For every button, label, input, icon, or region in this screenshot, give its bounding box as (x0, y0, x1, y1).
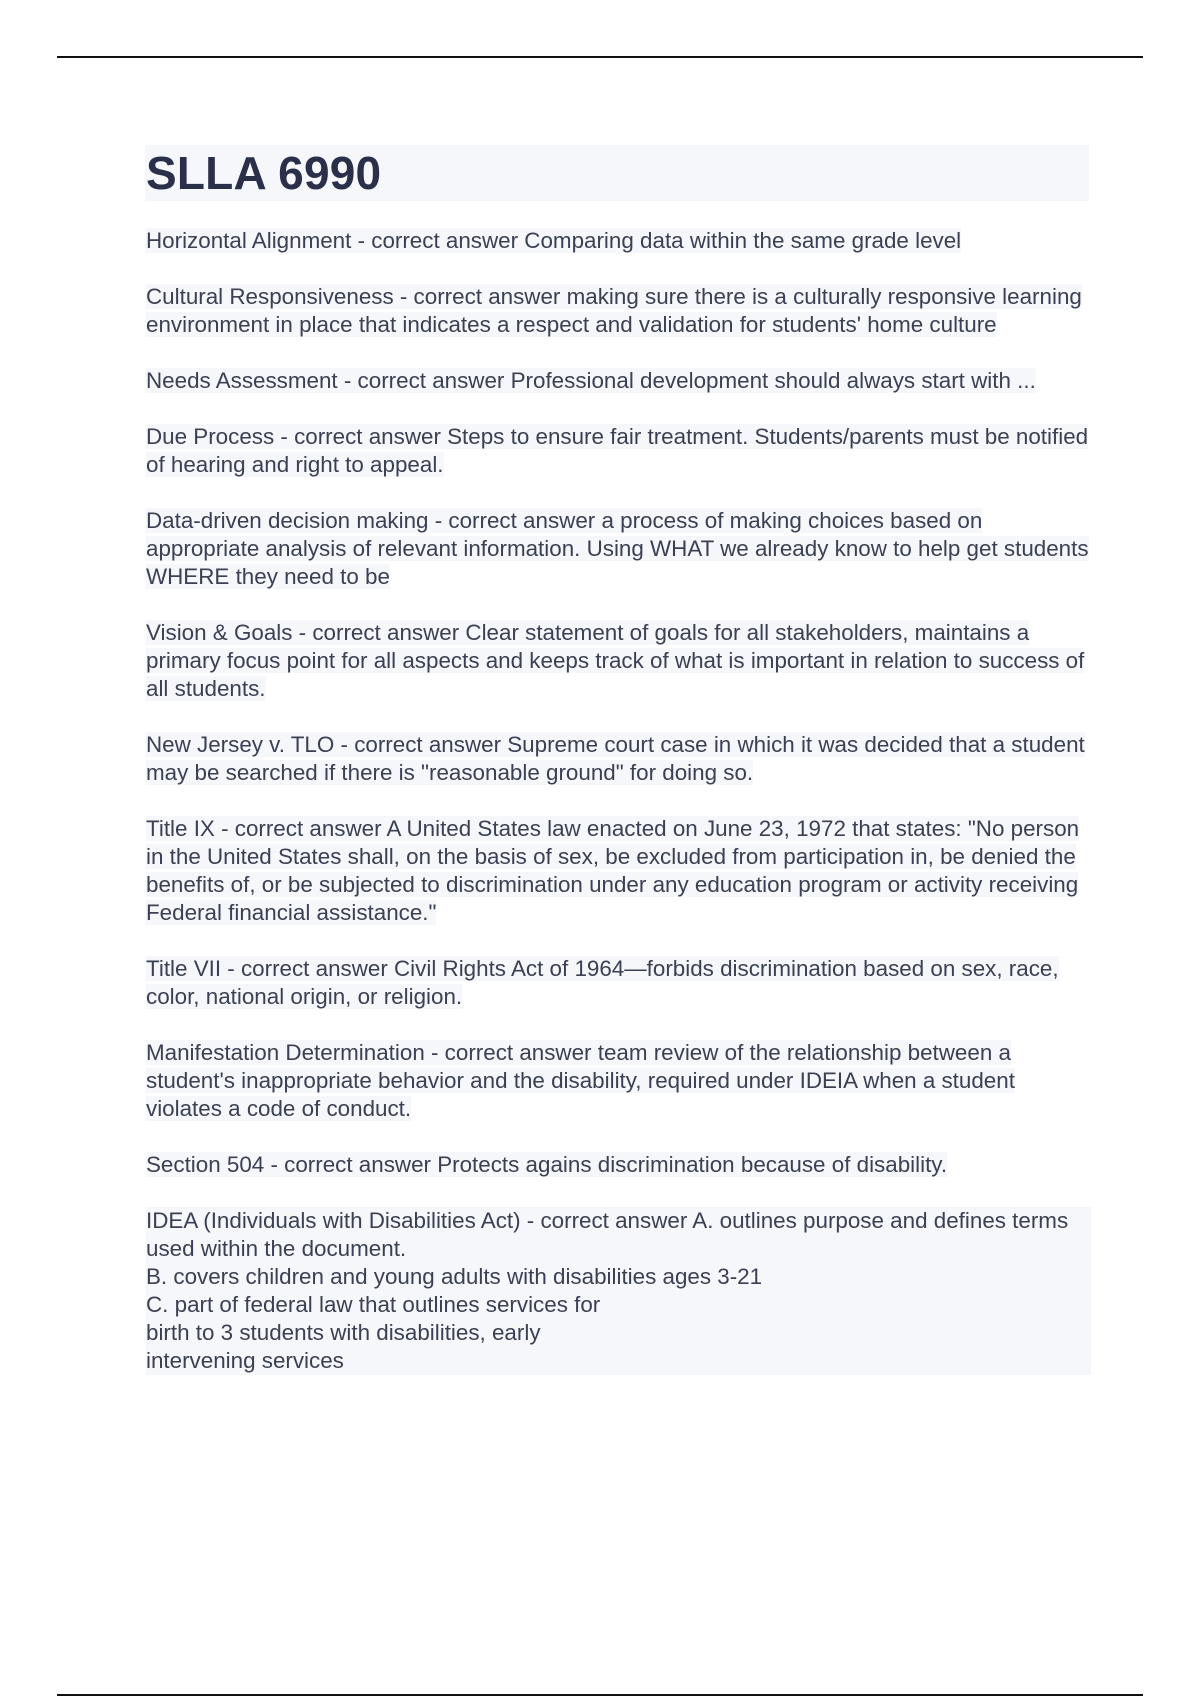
idea-line (146, 1347, 1091, 1375)
entry-needs-assessment (146, 367, 1091, 395)
idea-line (146, 1207, 1091, 1263)
entry-text: Vision & Goals - correct answer Clear statement of goals for all stakeholders, maintains a primary focus point for all aspects and keeps track of what is important in relation to success of all students. (146, 620, 1085, 701)
entry-horizontal-alignment (146, 227, 1091, 255)
entry-title-vii (146, 955, 1091, 1011)
idea-line (146, 1263, 1091, 1291)
entry-cultural-responsiveness (146, 283, 1091, 339)
entry-data-driven-decision-making (146, 507, 1091, 591)
entry-text: Title VII - correct answer Civil Rights Act of 1964—forbids discrimination based on sex, race, color, national origin, or religion. (146, 956, 1059, 1009)
entry-text: Manifestation Determination - correct answer team review of the relationship between a student's inappropriate behavior and the disability, required under IDEIA when a student violates a code of conduct. (146, 1040, 1015, 1121)
entry-text: Needs Assessment - correct answer Professional development should always start with ... (146, 368, 1036, 393)
entry-text: Due Process - correct answer Steps to ensure fair treatment. Students/parents must be notified of hearing and right to appeal. (146, 424, 1089, 477)
document-title: SLLA 6990 (146, 147, 382, 199)
idea-line-text: birth to 3 students with disabilities, early (146, 1320, 541, 1345)
idea-line-text: intervening services (146, 1348, 344, 1373)
entry-title-ix (146, 815, 1091, 927)
entry-manifestation-determination (146, 1039, 1091, 1123)
idea-line-text: B. covers children and young adults with disabilities ages 3-21 (146, 1264, 763, 1289)
idea-line (146, 1319, 1091, 1347)
entry-due-process (146, 423, 1091, 479)
idea-line-text: IDEA (Individuals with Disabilities Act) - correct answer A. outlines purpose and defines terms used within the document. (146, 1208, 1069, 1261)
entry-text: Cultural Responsiveness - correct answer making sure there is a culturally responsive learning environment in place that indicates a respect and validation for students' home culture (146, 284, 1082, 337)
bottom-divider (57, 1694, 1143, 1696)
idea-line-text: C. part of federal law that outlines services for (146, 1292, 601, 1317)
entry-vision-goals (146, 619, 1091, 703)
entry-new-jersey-v-tlo (146, 731, 1091, 787)
entry-text: Title IX - correct answer A United States law enacted on June 23, 1972 that states: "No person in the United States shall, on the basis of sex, be excluded from participation in, be denied the benefits of, or be subjected to discrimination under any education program or activity receiving Federal financial assistance." (146, 816, 1080, 925)
entry-section-504 (146, 1151, 1091, 1179)
entry-text: Horizontal Alignment - correct answer Comparing data within the same grade level (146, 228, 962, 253)
entry-text: Data-driven decision making - correct answer a process of making choices based on appropriate analysis of relevant information. Using WHAT we already know to help get students WHERE they need to be (146, 508, 1089, 589)
entry-text: New Jersey v. TLO - correct answer Supreme court case in which it was decided that a student may be searched if there is "reasonable ground" for doing so. (146, 732, 1085, 785)
top-divider (57, 56, 1143, 58)
entry-text: Section 504 - correct answer Protects agains discrimination because of disability. (146, 1152, 948, 1177)
flashcard-list (146, 227, 1091, 1403)
idea-line (146, 1291, 1091, 1319)
entry-idea (146, 1207, 1091, 1375)
